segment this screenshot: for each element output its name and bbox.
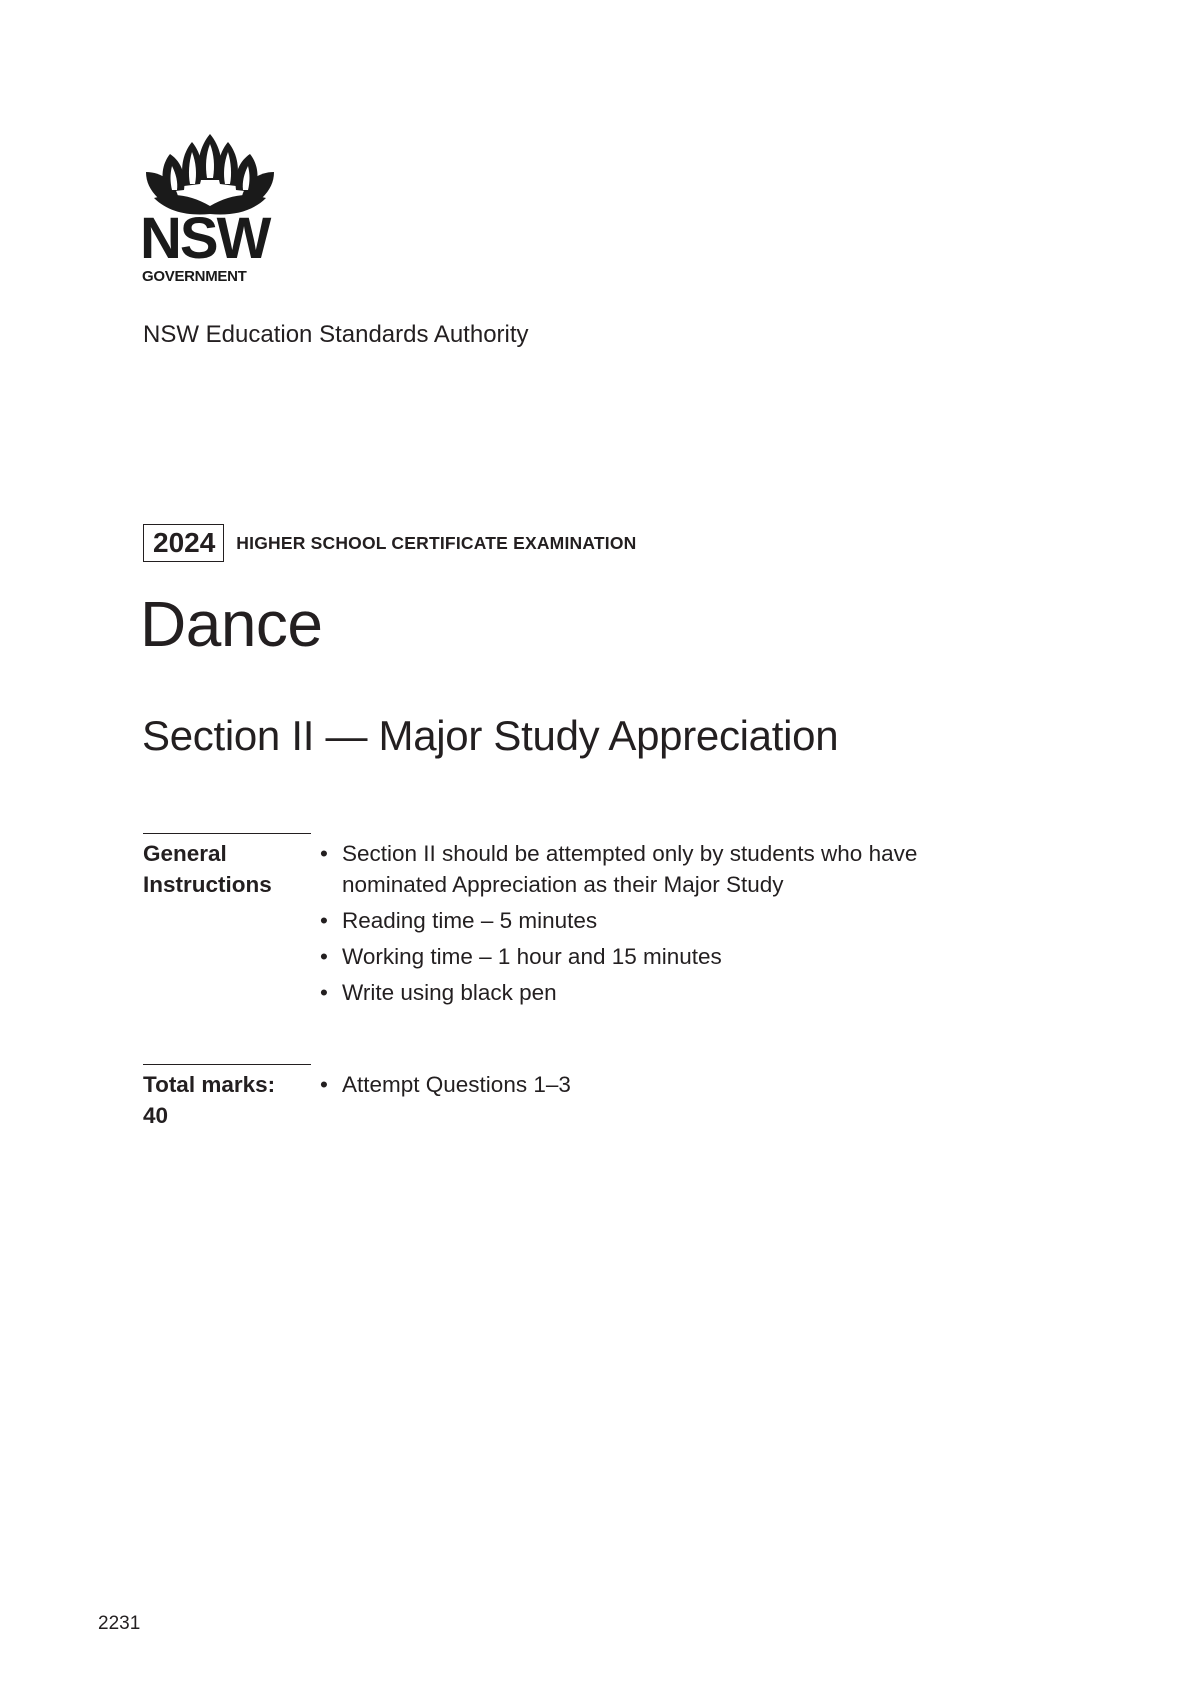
total-marks-label: Total marks: bbox=[143, 1072, 276, 1097]
logo-subtext: GOVERNMENT bbox=[142, 268, 247, 285]
page-code: 2231 bbox=[98, 1613, 141, 1634]
instruction-text-continued: nominated Appreciation as their Major Study bbox=[342, 872, 784, 897]
exam-title: HIGHER SCHOOL CERTIFICATE EXAMINATION bbox=[236, 532, 637, 553]
instruction-text: Reading time – 5 minutes bbox=[342, 908, 598, 933]
bullet: • bbox=[320, 1072, 328, 1097]
total-marks-list bbox=[320, 1069, 1040, 1105]
exam-year-badge: 2024 bbox=[143, 524, 224, 562]
instruction-text: Attempt Questions 1–3 bbox=[342, 1072, 571, 1097]
authority-name: NSW Education Standards Authority bbox=[143, 321, 529, 348]
list-item bbox=[320, 905, 1040, 936]
instruction-text: Working time – 1 hour and 15 minutes bbox=[342, 944, 722, 969]
bullet: • bbox=[320, 944, 328, 969]
exam-header bbox=[143, 524, 636, 562]
general-instructions-list bbox=[320, 838, 1040, 1013]
bullet: • bbox=[320, 980, 328, 1005]
nsw-government-logo bbox=[140, 132, 280, 285]
list-item bbox=[320, 941, 1040, 972]
instruction-text: Section II should be attempted only by students who have bbox=[342, 841, 918, 866]
logo-wordmark: NSW bbox=[140, 206, 270, 271]
general-instructions-label-line2: Instructions bbox=[143, 872, 272, 897]
general-instructions-label bbox=[143, 838, 272, 900]
section-title: Section II — Major Study Appreciation bbox=[142, 712, 839, 759]
total-marks-divider bbox=[143, 1064, 311, 1065]
instruction-text: Write using black pen bbox=[342, 980, 557, 1005]
list-item bbox=[320, 1069, 1040, 1100]
general-instructions-label-line1: General bbox=[143, 841, 227, 866]
subject-title: Dance bbox=[140, 588, 323, 660]
bullet: • bbox=[320, 908, 328, 933]
waratah-icon bbox=[140, 132, 280, 216]
total-marks-label-block bbox=[143, 1069, 275, 1131]
bullet: • bbox=[320, 841, 328, 866]
total-marks-value: 40 bbox=[143, 1103, 169, 1128]
list-item bbox=[320, 838, 1040, 900]
general-instructions-divider bbox=[143, 833, 311, 834]
list-item bbox=[320, 977, 1040, 1008]
